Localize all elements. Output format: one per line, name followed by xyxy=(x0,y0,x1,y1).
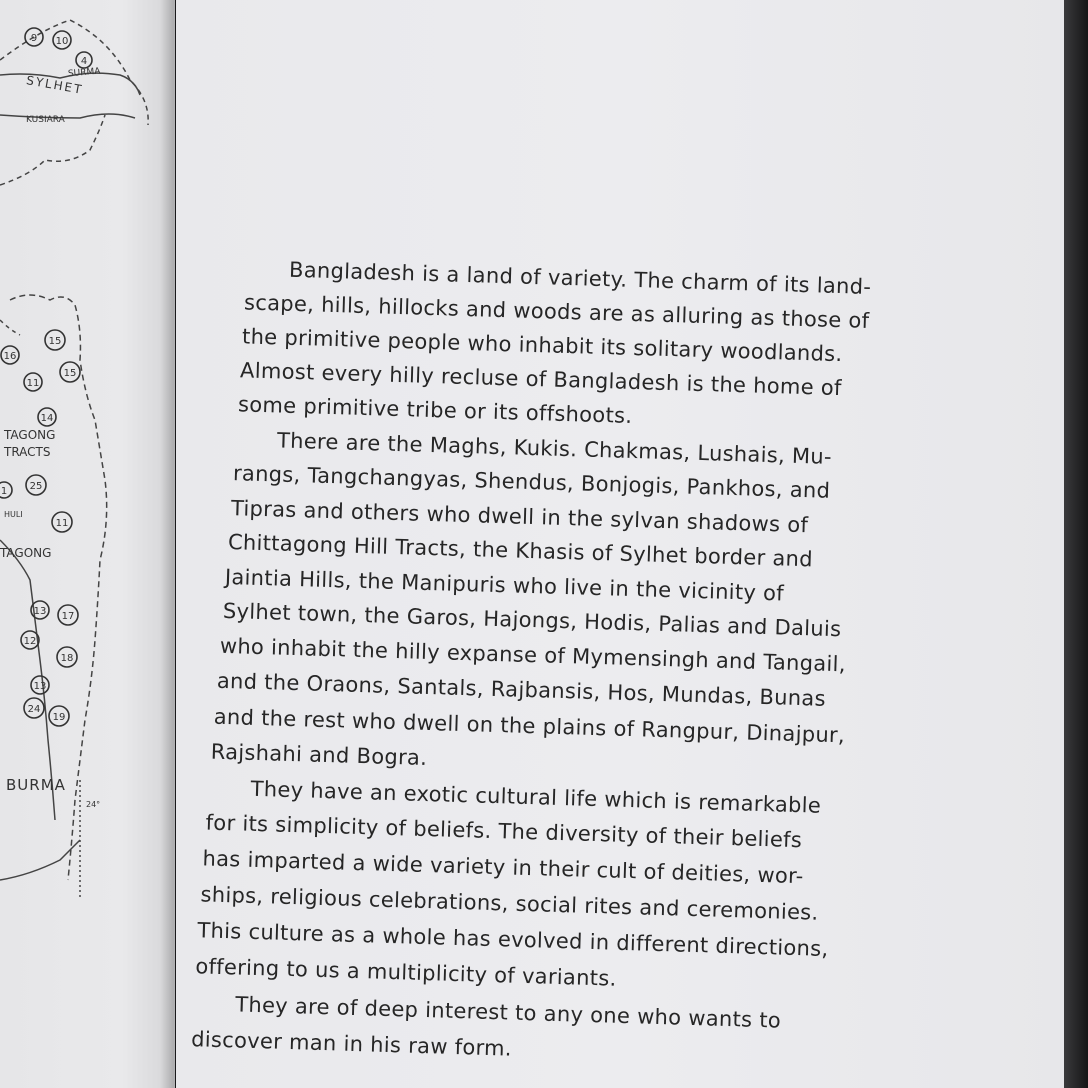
map-circle-number: 1 xyxy=(0,486,8,497)
paragraph-3-line: for its simplicity of beliefs. The diversity of their beliefs xyxy=(205,810,803,853)
map-circle-number: 14 xyxy=(40,413,54,424)
map-label-tagong-mid: TAGONG xyxy=(0,546,52,560)
paragraph-1-line: Almost every hilly recluse of Bangladesh is the home of xyxy=(239,358,843,401)
paragraph-2-line: and the Oraons, Santals, Rajbansis, Hos, Mundas, Bunas xyxy=(216,668,827,711)
map-circle-number: 15 xyxy=(48,336,62,347)
map-circle-number: 15 xyxy=(63,368,77,379)
map-circle-number: 11 xyxy=(26,378,40,389)
paragraph-3-line: They have an exotic cultural life which is remarkable xyxy=(250,776,822,818)
map-label-tracts: TRACTS xyxy=(4,445,51,459)
map-label-huli: HULI xyxy=(4,510,23,519)
map-circle-number: 4 xyxy=(80,56,88,67)
paragraph-2-line: and the rest who dwell on the plains of Rangpur, Dinajpur, xyxy=(213,704,846,748)
paragraph-1-line: scape, hills, hillocks and woods are as alluring as those of xyxy=(243,290,870,333)
map-circle-number: 12 xyxy=(23,636,37,647)
map-circle-number: 11 xyxy=(55,518,69,529)
paragraph-2-line: Chittagong Hill Tracts, the Khasis of Sylhet border and xyxy=(227,530,814,572)
map-circle-number: 10 xyxy=(55,36,69,47)
map-circle-number: 13 xyxy=(33,606,47,617)
paragraph-2-line: Sylhet town, the Garos, Hajongs, Hodis, Palias and Daluis xyxy=(222,598,842,642)
map-label-sylhet: SYLHET xyxy=(25,73,85,97)
map-label-burma: BURMA xyxy=(6,776,66,794)
paragraph-4-line: discover man in his raw form. xyxy=(190,1027,513,1061)
paragraph-3-line: This culture as a whole has evolved in different directions, xyxy=(197,918,829,961)
paragraph-3-line: has imparted a wide variety in their cult of deities, wor- xyxy=(202,846,804,889)
map-circle-number: 17 xyxy=(61,611,75,622)
paragraph-2-line: Rajshahi and Bogra. xyxy=(210,739,428,770)
map-circle-number: 19 xyxy=(52,712,66,723)
paragraph-2-line: who inhabit the hilly expanse of Mymensingh and Tangail, xyxy=(219,633,847,677)
paragraph-2-line: Tipras and others who dwell in the sylvan shadows of xyxy=(230,496,809,538)
paragraph-1-line: Bangladesh is a land of variety. The charm of its land- xyxy=(288,257,872,299)
map-label-tick: 24° xyxy=(86,800,101,809)
paragraph-2-line: Jaintia Hills, the Manipuris who live in the vicinity of xyxy=(224,564,785,606)
paragraph-3-line: offering to us a multiplicity of variants. xyxy=(195,954,617,991)
map-circle-number: 13 xyxy=(33,681,47,692)
map-circle-number: 25 xyxy=(29,481,43,492)
paragraph-1-line: some primitive tribe or its offshoots. xyxy=(237,392,633,428)
paragraph-3-line: ships, religious celebrations, social rites and ceremonies. xyxy=(200,882,819,925)
map-circle-number: 9 xyxy=(30,33,38,44)
paragraph-2-line: There are the Maghs, Kukis. Chakmas, Lushais, Mu- xyxy=(276,428,833,469)
paragraph-1-line: the primitive people who inhabit its solitary woodlands. xyxy=(241,324,843,367)
map-label-surma: SURMA xyxy=(67,66,101,80)
map-circle-number: 16 xyxy=(3,351,17,362)
paragraph-4-line: They are of deep interest to any one who wants to xyxy=(234,992,782,1033)
paragraph-2-line: rangs, Tangchangyas, Shendus, Bonjogis, Pankhos, and xyxy=(232,461,831,503)
map-circle-number: 24 xyxy=(27,704,41,715)
map-label-tagong-top: TAGONG xyxy=(4,428,56,442)
map-label-kusiara: KUSIARA xyxy=(26,115,65,125)
map-circle-number: 18 xyxy=(60,653,74,664)
